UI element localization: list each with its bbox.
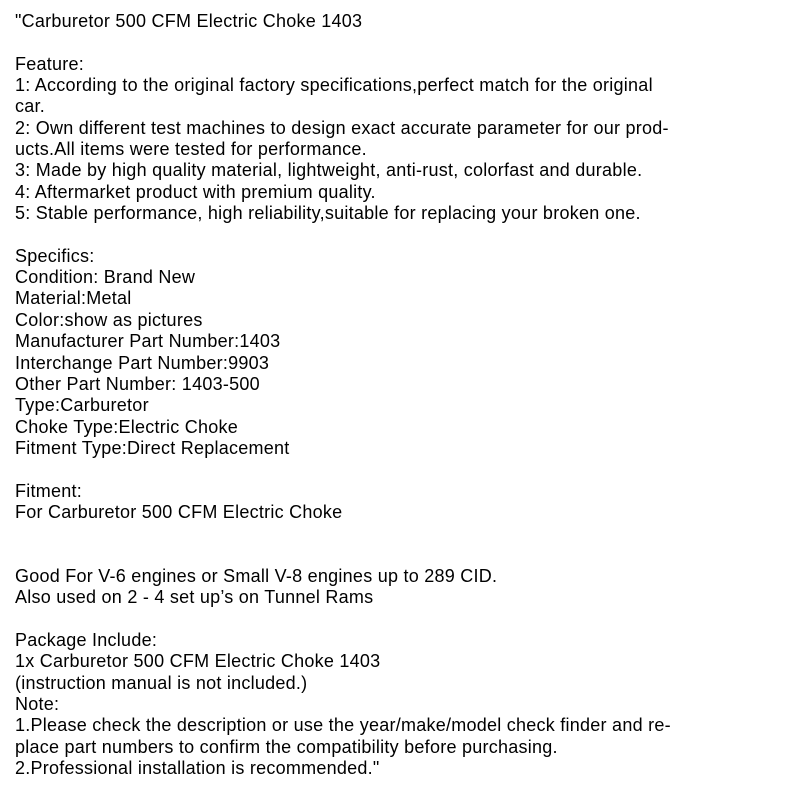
text-line: 1.Please check the description or use the year/make/model check finder and re- [15, 715, 671, 736]
text-line: Package Include: [15, 629, 158, 650]
text-line: 3: Made by high quality material, lightweight, anti-rust, colorfast and durable. [15, 160, 643, 181]
text-line: 1x Carburetor 500 CFM Electric Choke 1403 [15, 651, 381, 672]
blank-line [15, 523, 795, 544]
text-line: 5: Stable performance, high reliability,suitable for replacing your broken one. [15, 203, 641, 224]
blank-line [15, 609, 795, 630]
text-line: Note: [15, 694, 60, 714]
text-line: Condition: Brand New [15, 267, 196, 288]
text-line: Other Part Number: 1403-500 [15, 373, 260, 394]
blank-line [15, 545, 795, 566]
text-line: Interchange Part Number:9903 [15, 352, 270, 373]
text-line: 4: Aftermarket product with premium quality. [15, 181, 376, 202]
text-line: For Carburetor 500 CFM Electric Choke [15, 501, 343, 522]
text-line: Color:show as pictures [15, 309, 203, 330]
text-line: 1: According to the original factory specifications,perfect match for the original [15, 75, 653, 96]
text-line: ucts.All items were tested for performance. [15, 139, 367, 160]
text-line: "Carburetor 500 CFM Electric Choke 1403 [15, 11, 363, 31]
text-line: Feature: [15, 53, 85, 74]
text-line: Type:Carburetor [15, 395, 149, 416]
text-line: Also used on 2 - 4 set up’s on Tunnel Rams [15, 587, 374, 608]
product-description [15, 11, 795, 779]
text-line: 2.Professional installation is recommended." [15, 758, 380, 779]
text-line: Fitment: [15, 480, 83, 501]
text-line: Good For V-6 engines or Small V-8 engines up to 289 CID. [15, 565, 498, 586]
blank-line [15, 224, 795, 245]
text-line: 2: Own different test machines to design exact accurate parameter for our prod- [15, 117, 669, 138]
text-line: car. [15, 96, 46, 117]
text-line: place part numbers to confirm the compatibility before purchasing. [15, 736, 558, 757]
text-line: (instruction manual is not included.) [15, 672, 308, 693]
blank-line [15, 32, 795, 53]
text-line: Manufacturer Part Number:1403 [15, 331, 281, 352]
text-line: Fitment Type:Direct Replacement [15, 437, 290, 458]
text-line: Material:Metal [15, 288, 132, 309]
blank-line [15, 459, 795, 480]
text-line: Specifics: [15, 245, 95, 266]
text-line: Choke Type:Electric Choke [15, 416, 239, 437]
